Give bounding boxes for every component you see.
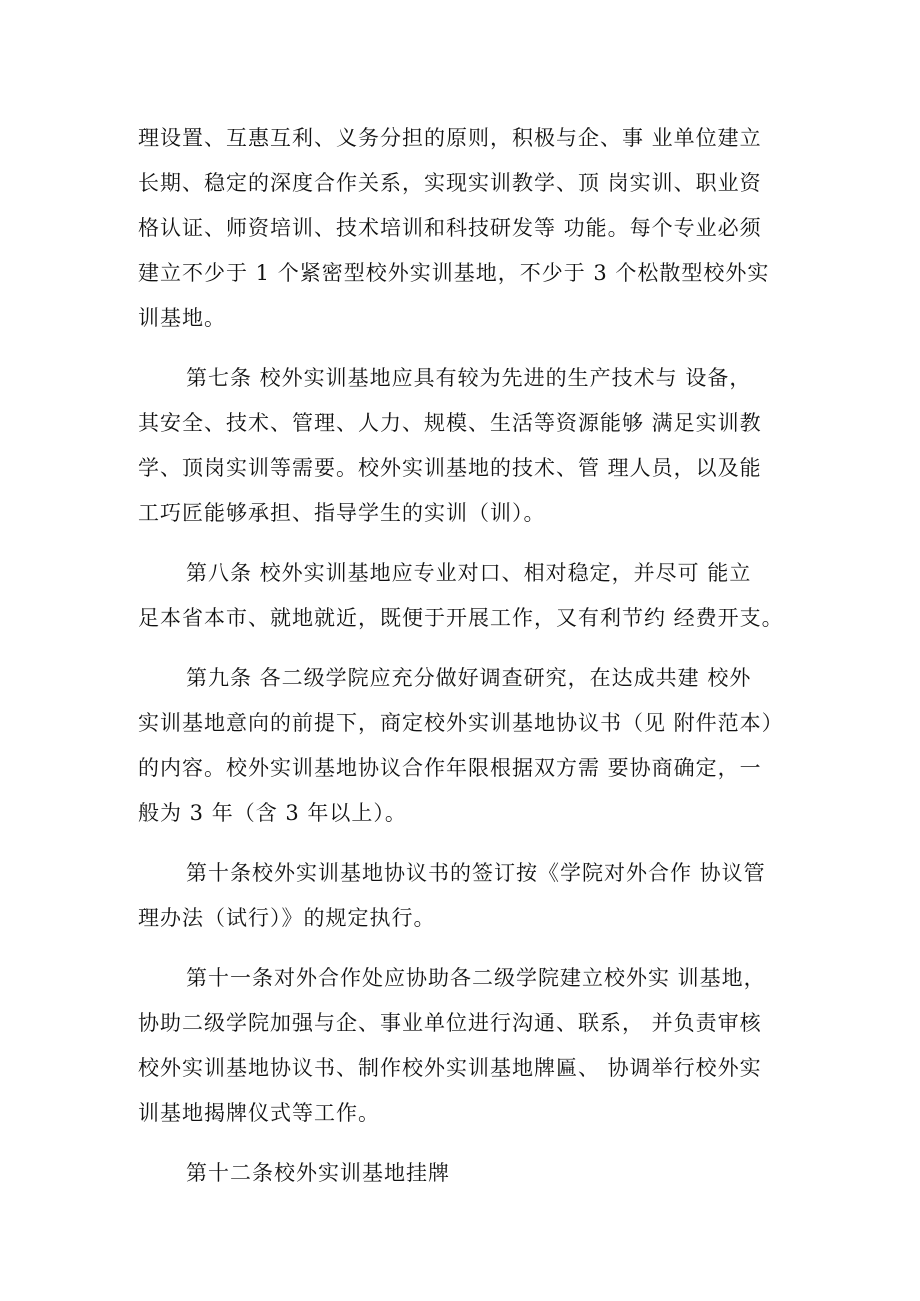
text-line: 般为 3 年（含 3 年以上）。 xyxy=(138,801,407,825)
text-line: 理办法（试行）》的规定执行。 xyxy=(138,906,436,930)
text-line: 工巧匠能够承担、指导学生的实训（训）。 xyxy=(138,501,546,525)
article-10-paragraph xyxy=(138,851,798,941)
text-line: 理设置、互惠互利、义务分担的原则，积极与企、事 业单位建立 xyxy=(138,126,762,150)
text-line: 协助二级学院加强与企、事业单位进行沟通、联系， 并负责审核 xyxy=(138,1011,762,1035)
text-line: 第十条校外实训基地协议书的签订按《学院对外合作 协议管 xyxy=(186,861,766,885)
text-line: 的内容。校外实训基地协议合作年限根据双方需 要协商确定，一 xyxy=(138,756,762,780)
text-line: 训基地揭牌仪式等工作。 xyxy=(138,1101,380,1125)
article-7-paragraph xyxy=(138,356,798,536)
article-12-heading xyxy=(138,1151,798,1196)
text-line: 建立不少于 1 个紧密型校外实训基地，不少于 3 个松散型校外实 xyxy=(138,261,770,285)
text-line: 校外实训基地协议书、制作校外实训基地牌匾、 协调举行校外实 xyxy=(138,1056,762,1080)
text-line: 第七条 校外实训基地应具有较为先进的生产技术与 设备， xyxy=(186,366,752,390)
text-line: 实训基地意向的前提下，商定校外实训基地协议书（见 附件范本） xyxy=(138,711,784,735)
text-line: 第九条 各二级学院应充分做好调查研究，在达成共建 校外 xyxy=(186,666,752,690)
document-body xyxy=(138,116,798,1211)
article-9-paragraph xyxy=(138,656,798,836)
text-line: 第十二条校外实训基地挂牌 xyxy=(186,1161,450,1185)
text-line: 第十一条对外合作处应协助各二级学院建立校外实 训基地， xyxy=(186,966,766,990)
text-line: 第八条 校外实训基地应专业对口、相对稳定，并尽可 能立 xyxy=(186,561,752,585)
text-line: 足本省本市、就地就近，既便于开展工作，又有利节约 经费开支。 xyxy=(138,606,784,630)
text-line: 长期、稳定的深度合作关系，实现实训教学、顶 岗实训、职业资 xyxy=(138,171,762,195)
text-line: 学、顶岗实训等需要。校外实训基地的技术、管 理人员，以及能 xyxy=(138,456,762,480)
article-8-paragraph xyxy=(138,551,798,641)
text-line: 训基地。 xyxy=(138,306,226,330)
article-11-paragraph xyxy=(138,956,798,1136)
text-line: 格认证、师资培训、技术培训和科技研发等 功能。每个专业必须 xyxy=(138,216,762,240)
text-line: 其安全、技术、管理、人力、规模、生活等资源能够 满足实训教 xyxy=(138,411,762,435)
paragraph-continuation xyxy=(138,116,798,341)
